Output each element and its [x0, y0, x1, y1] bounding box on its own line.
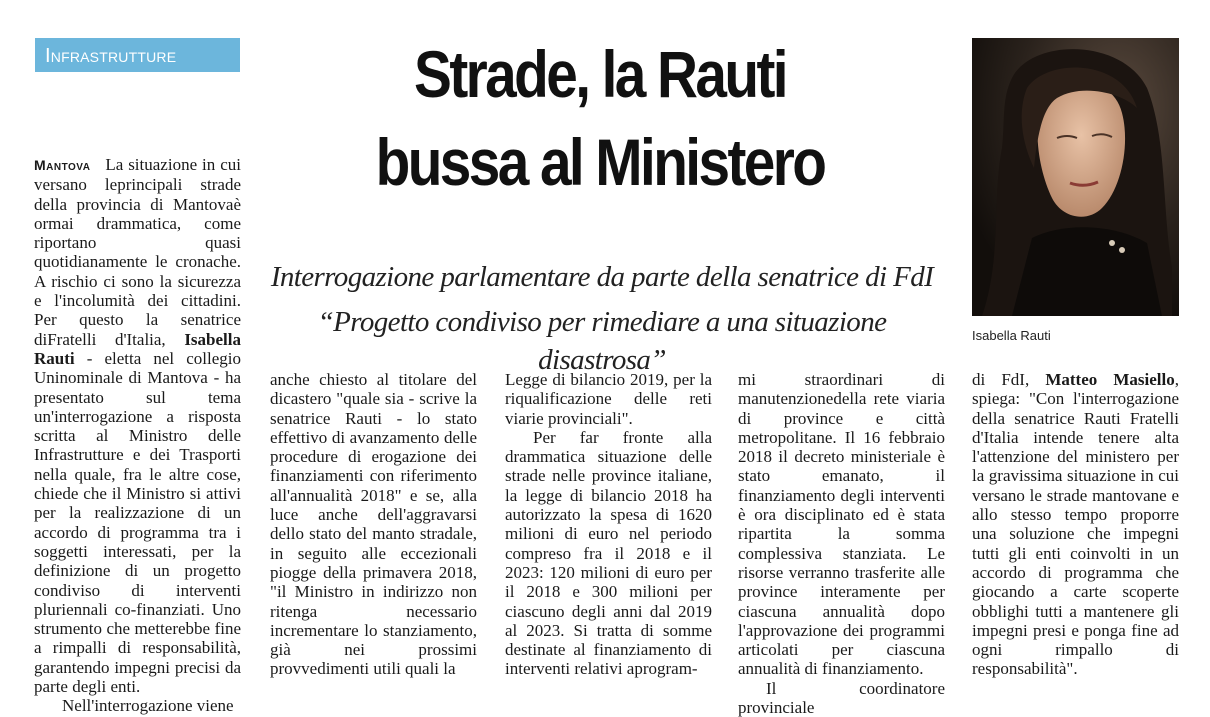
column-4-paragraph-2: Il coordinatore provinciale — [738, 678, 945, 717]
column-1-lead: La situazione in cui versano leprincipali strade della provincia di Mantovaè ormai drammatica, come riportano quasi quotidianamente le cronache. A rischio ci sono la sicurezza e l'incolumità dei cittadini. Per questo la senatrice diFratelli d'Italia, — [34, 155, 241, 349]
portrait-photo — [972, 38, 1179, 316]
column-3-paragraph-1: Legge di bilancio 2019, per la riqualificazione delle reti viarie provinciali". — [505, 370, 712, 428]
column-3-paragraph-2: Per far fronte alla drammatica situazione delle strade nelle province italiane, la legge di bilancio 2018 ha autorizzato la spesa di 1620 milioni di euro nel periodo compreso fra il 2018 e il 2023: 120 milioni di euro per il 2018 e 300 milioni per ciascuno degli anni dal 2019 al 2023. Si tratta di somme destinate al finanziamento di interventi relativi aprogram- — [505, 427, 712, 679]
column-5-lead: di FdI, — [972, 370, 1030, 389]
headline — [333, 30, 866, 206]
headline-line-1: Strade, la Rauti — [414, 37, 786, 111]
senator-name: Isabella Rauti — [34, 329, 241, 368]
column-5-tail: , spiega: "Con l'interrogazione della senatrice Rauti Fratelli d'Italia intende tenere alta l'attenzione del ministero per la gravissima situazione in cui versano le strade mantovane e allo stesso tempo proporre una soluzione che impegni tutti gli enti coinvolti in un accordo di programma che giocando a carte scoperte obblighi tutti a mantenere gli impegni presi e ponga fine ad ogni rimpallo di responsabilità". — [972, 370, 1180, 679]
column-4-paragraph-1: mi straordinari di manutenzionedella rete viaria di province e città metropolitane. Il 16 febbraio 2018 il decreto ministeriale è stato emanato, il finanziamento degli interventi è ora disciplinato ed è stata ripartita la somma complessiva stanziata. Le risorse verranno trasferite alle province interamente per ciascuna annualità dopo l'approvazione dei programmi articolati per ciascuna annualità di finanziamento. — [738, 370, 945, 679]
coordinator-name: Matteo Masiello — [1045, 370, 1175, 389]
section-tag — [35, 38, 240, 72]
article-column-1 — [34, 155, 241, 716]
section-tag-label: Infrastrutture — [45, 45, 177, 67]
article-column-4 — [738, 370, 945, 717]
portrait-image — [972, 38, 1179, 316]
article-column-5 — [972, 370, 1179, 679]
column-1-tail: - eletta nel collegio Uninominale di Mantova - ha presentato sul tema un'interrogazione a risposta scritta al Ministro delle Infrastrutture e dei Trasporti nella quale, fra le altre cose, chiede che il Ministro si attivi per la realizzazione di un accordo di programma tra i soggetti interessati, per la definizione di un progetto condiviso di interventi pluriennali co-finanziati. Uno strumento che metterebbe fine a rimpalli di responsabilità, garantendo impegni precisi da parte degli enti. — [34, 348, 241, 697]
column-2-text: anche chiesto al titolare del dicastero "quale sia - scrive la senatrice Rauti - lo stato effettivo di avanzamento delle procedure di erogazione dei finanziamenti con riferimento all'annualità 2018" e se, alla luce anche dell'aggravarsi dello stato del manto stradale, in seguito alle eccezionali piogge della primavera 2018, "il Ministro in indirizzo non ritenga necessario incrementare lo stanziamento, già nei prossimi provvedimenti utili quali la — [270, 370, 477, 679]
subheadline-line-2: “Progetto condiviso per rimediare a una situazione disastrosa” — [317, 306, 887, 376]
dateline: Mantova — [34, 157, 91, 173]
article-column-3 — [505, 370, 712, 679]
subheadline-line-1: Interrogazione parlamentare da parte della senatrice di FdI — [270, 261, 934, 293]
photo-caption: Isabella Rauti — [972, 328, 1051, 343]
column-1-paragraph-2: Nell'interrogazione viene — [62, 696, 234, 716]
article-column-2 — [270, 370, 477, 679]
headline-line-2: bussa al Ministero — [375, 125, 825, 199]
